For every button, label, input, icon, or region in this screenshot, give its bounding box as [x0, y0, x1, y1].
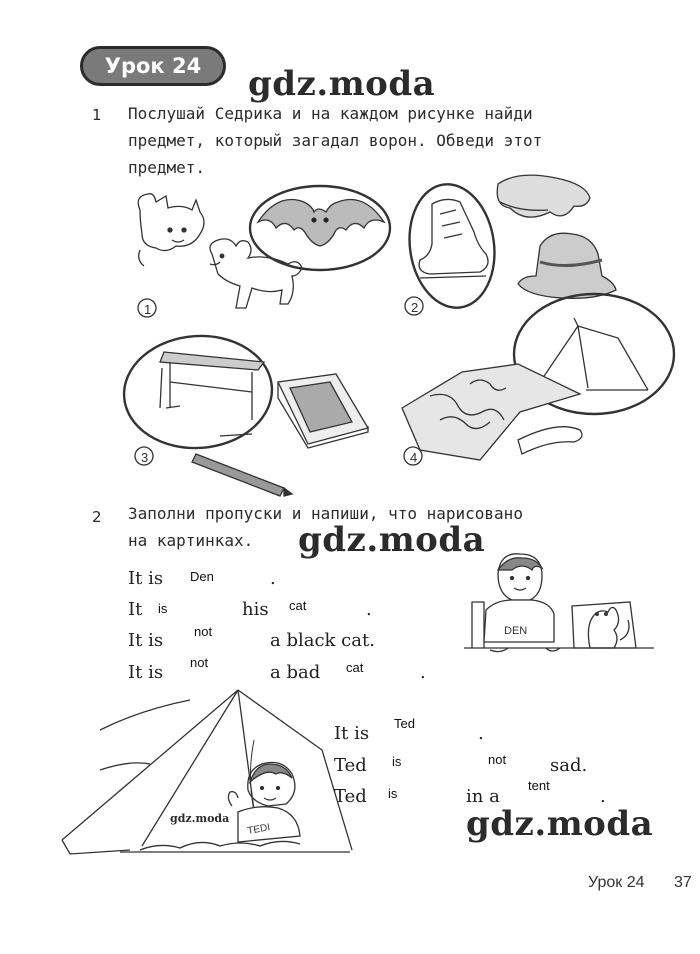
sentence-a2-end: .	[366, 599, 372, 620]
answer-text: not	[194, 624, 213, 639]
watermark: gdz.moda	[248, 64, 436, 104]
answer-text: is	[388, 786, 398, 801]
sentence-a1-end: .	[270, 568, 276, 589]
instruction-line: предмет.	[128, 158, 206, 177]
sentence-a3-start: It is	[128, 630, 164, 651]
sentence-b1-end: .	[478, 723, 484, 744]
panel-label-2: 2	[411, 300, 419, 315]
sentence-a2-start: It	[128, 599, 143, 620]
answer-text: is	[392, 754, 402, 769]
sentence-b2-start: Ted	[334, 755, 367, 776]
sentence-b3-start: Ted	[334, 786, 367, 807]
answer-text: tent	[528, 778, 550, 793]
sentence-a4-end: .	[420, 662, 426, 683]
den-shirt-text: DEN	[504, 625, 528, 637]
answer-text: is	[158, 601, 168, 616]
panel-label-3: 3	[141, 450, 149, 465]
sentence-a4-mid: a bad	[270, 662, 321, 683]
instruction-line: на картинках.	[128, 531, 254, 550]
answer-text: Ted	[394, 716, 415, 731]
exercise-1-number: 1	[92, 106, 102, 124]
sentence-a3-end: a black cat.	[270, 630, 375, 651]
instruction-line: предмет, который загадал ворон. Обведи этот	[128, 131, 543, 150]
sentence-b2-end: sad.	[550, 755, 588, 776]
instruction-line: Послушай Седрика и на каждом рисунке найди	[128, 104, 533, 123]
answer-text: not	[488, 752, 507, 767]
lesson-badge: Урок 24	[80, 46, 226, 86]
exercise-2-number: 2	[92, 508, 102, 526]
footer-lesson-label: Урок 24	[588, 874, 645, 891]
sentence-b3-mid: in a	[466, 786, 500, 807]
sentence-a1-start: It is	[128, 568, 164, 589]
watermark: gdz.moda	[170, 812, 230, 825]
watermark: gdz.moda	[466, 804, 654, 844]
page-number: 37	[674, 874, 692, 891]
panel-label-1: 1	[144, 302, 152, 317]
sentence-b3-end: .	[600, 786, 606, 807]
instruction-line: Заполни пропуски и напиши, что нарисовано	[128, 504, 523, 523]
sentence-b1-start: It is	[334, 723, 370, 744]
answer-text: cat	[289, 598, 307, 613]
ted-shirt-text: TEDI	[246, 822, 271, 837]
panel-label-4: 4	[410, 450, 418, 465]
sentence-a4-start: It is	[128, 662, 164, 683]
watermark: gdz.moda	[298, 520, 486, 560]
answer-text: not	[190, 655, 209, 670]
sentence-a2-mid: his	[242, 599, 269, 620]
answer-text: Den	[190, 569, 214, 584]
answer-text: cat	[346, 660, 364, 675]
